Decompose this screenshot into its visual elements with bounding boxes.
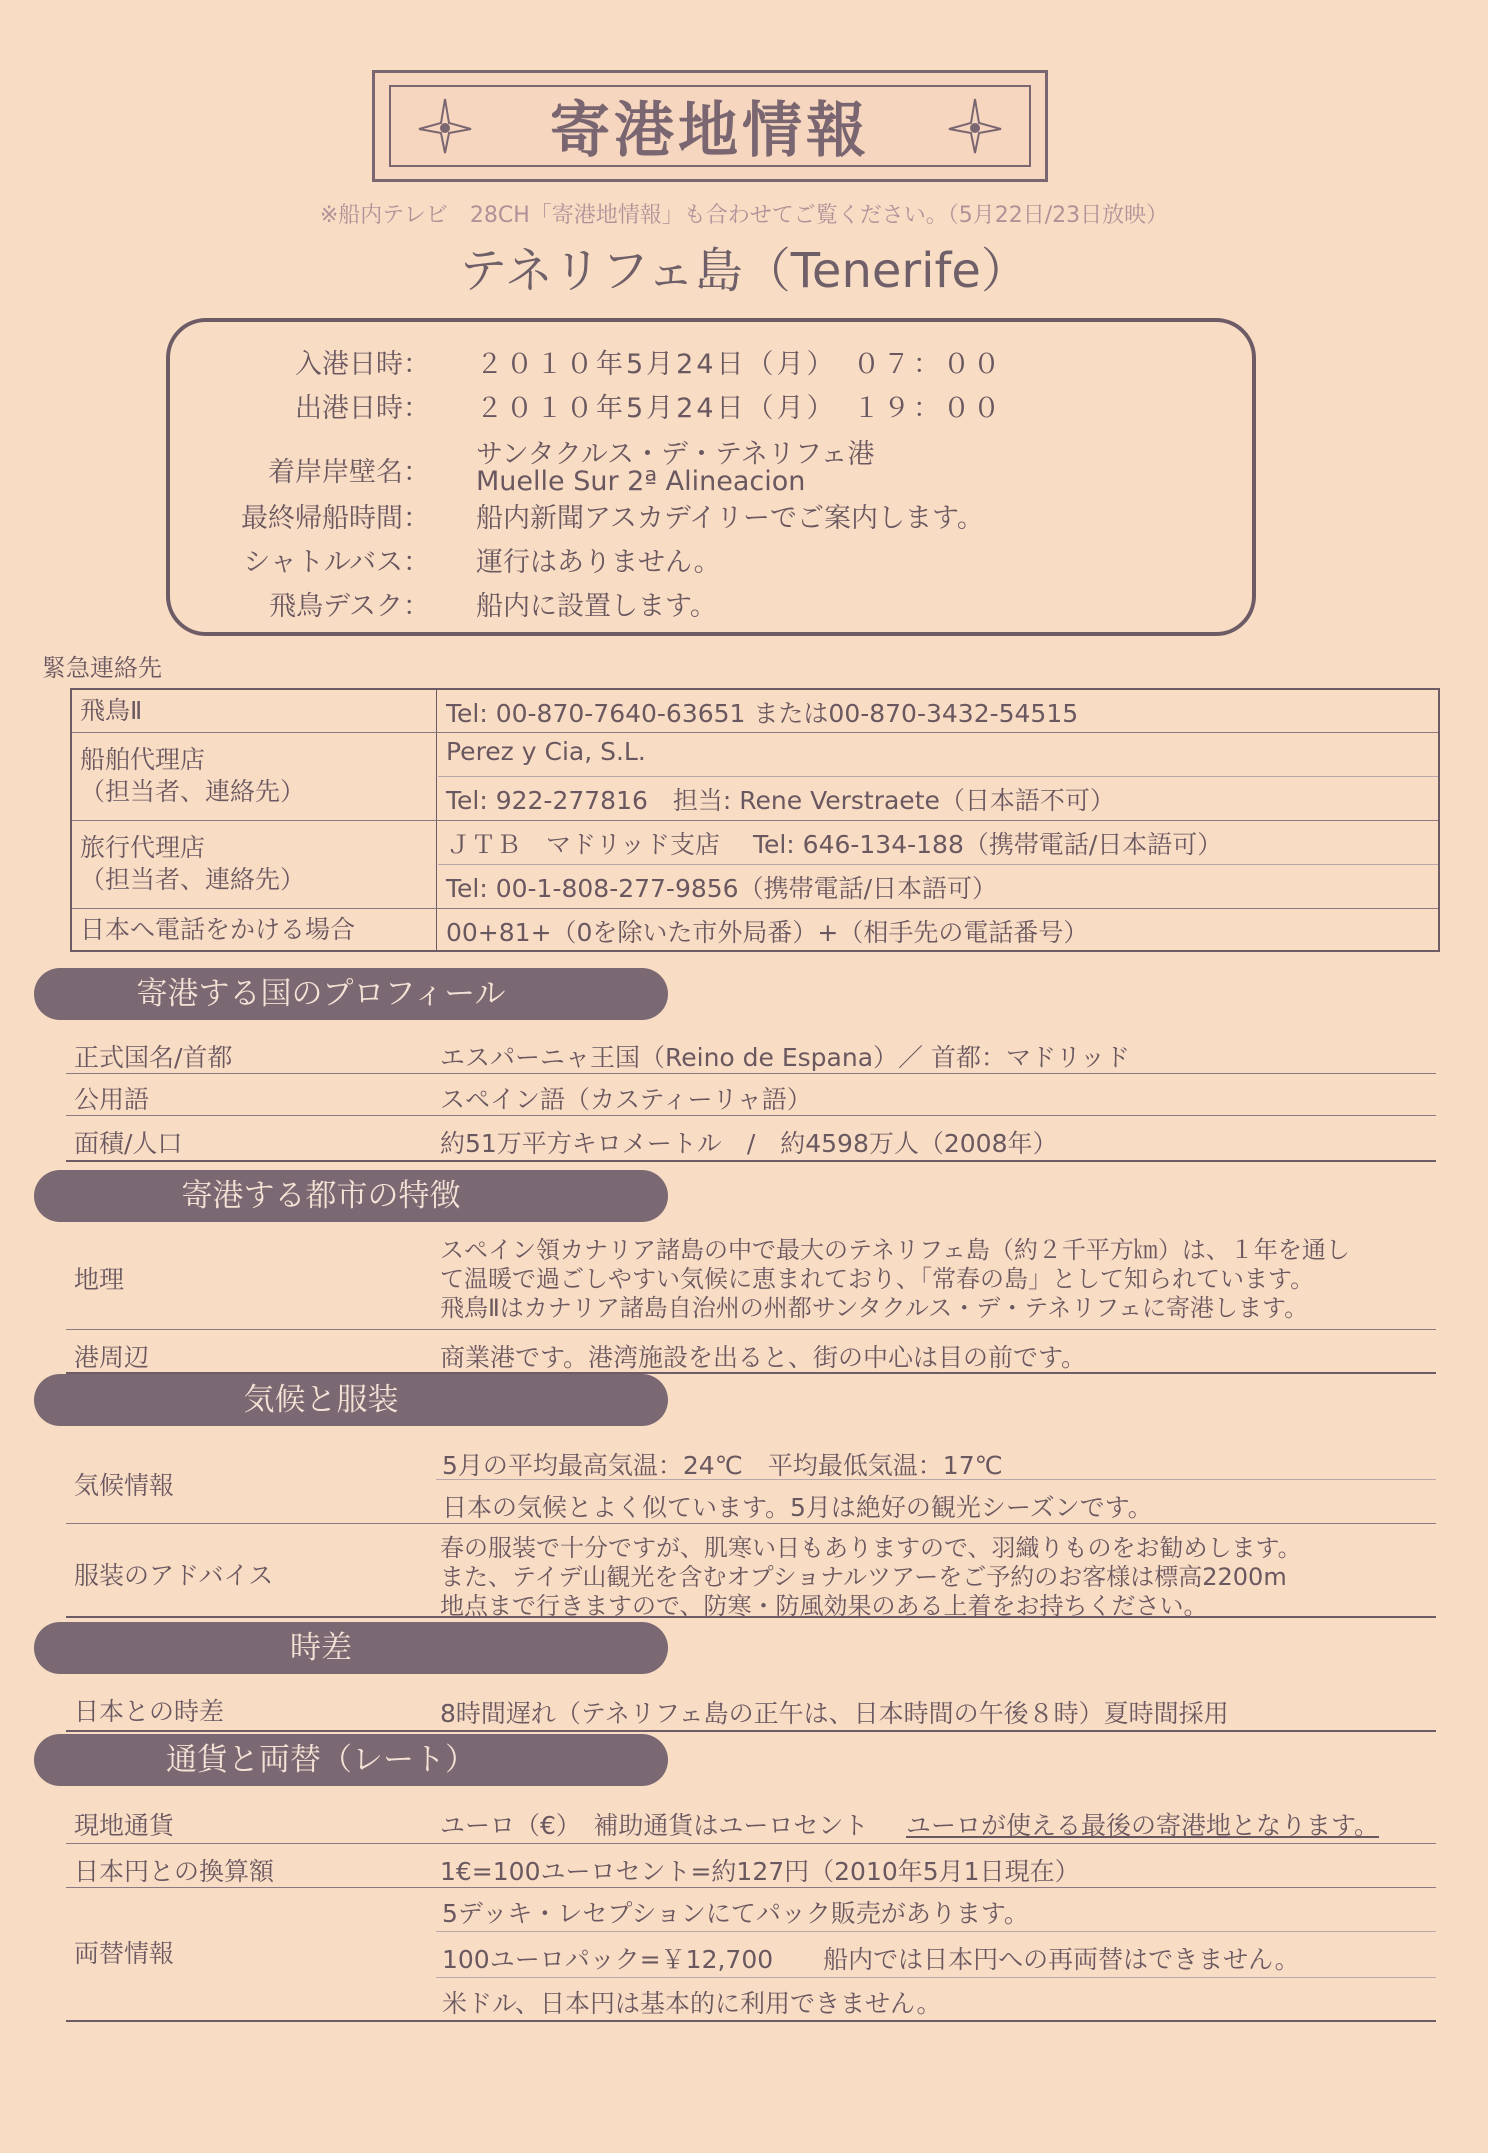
- table-row: [66, 1524, 1436, 1618]
- geo-line: て温暖で過ごしやすい気候に恵まれており、「常春の島」として知られています。: [440, 1265, 1315, 1293]
- port-name: テネリフェ島（Tenerife）: [459, 243, 1029, 299]
- page-title: 寄港地情報: [550, 96, 870, 166]
- table-row: [66, 1844, 1436, 1888]
- arrival-value: ２０１０年5月24日（月） ０７：００: [476, 349, 1004, 380]
- table-row: [66, 1798, 1436, 1844]
- table-row: [66, 1030, 1436, 1074]
- table-row: [72, 733, 1438, 821]
- timediff-banner: [34, 1622, 668, 1674]
- schedule-box: [166, 318, 1256, 636]
- emergency-heading: 緊急連絡先: [42, 654, 162, 682]
- contact-label: 船舶代理店: [80, 745, 206, 774]
- timediff-banner-text: 時差: [290, 1630, 352, 1666]
- local-currency-label: 現地通貨: [74, 1811, 175, 1840]
- exchange-line-cell: [436, 1978, 1436, 2022]
- timediff-label: 日本との時差: [74, 1697, 225, 1726]
- rate-value: 1€=100ユーロセント=約127円（2010年5月1日現在）: [440, 1857, 1080, 1886]
- table-row: [66, 1330, 1436, 1374]
- timediff-value: 8時間遅れ（テネリフェ島の正午は、日本時間の午後８時）夏時間採用: [440, 1699, 1229, 1728]
- contact-value-cell: [438, 865, 1438, 909]
- clothing-line: また、テイデ山観光を含むオプショナルツアーをご予約のお客様は標高2200m: [440, 1563, 1287, 1591]
- rate-label: 日本円との換算額: [74, 1857, 275, 1886]
- exchange-line: 5デッキ・レセプションにてパック販売があります。: [442, 1899, 1029, 1928]
- local-currency-note: ユーロが使える最後の寄港地となります。: [906, 1811, 1380, 1840]
- contact-value: Tel: 00-1-808-277-9856（携帯電話/日本語可）: [446, 874, 998, 903]
- contact-label-sub: （担当者、連絡先）: [80, 777, 306, 806]
- contact-value-cell: [438, 777, 1438, 821]
- title-plaque-inner: [389, 85, 1031, 167]
- row-label: 面積/人口: [74, 1129, 183, 1158]
- port-area-label: 港周辺: [74, 1343, 150, 1372]
- table-row: [72, 690, 1438, 733]
- shuttle-value: 運行はありません。: [476, 547, 721, 578]
- exchange-line: 100ユーロパック=￥12,700 船内では日本円への再両替はできません。: [442, 1945, 1300, 1974]
- arrival-label: 入港日時：: [295, 349, 430, 380]
- city-banner: [34, 1170, 668, 1222]
- row-value: エスパーニャ王国（Reino de Espana）／ 首都：マドリッド: [440, 1043, 1130, 1072]
- geo-label: 地理: [74, 1265, 125, 1294]
- contact-value: Perez y Cia, S.L.: [446, 737, 646, 766]
- contact-value-cell: [438, 909, 1438, 950]
- climate-line-cell: [436, 1436, 1436, 1480]
- contact-value: Tel: 00-870-7640-63651 または00-870-3432-54515: [446, 699, 1079, 728]
- contact-value: Tel: 922-277816 担当: Rene Verstraete（日本語不可）: [446, 786, 1115, 815]
- geo-line: スペイン領カナリア諸島の中で最大のテネリフェ島（約２千平方㎞）は、１年を通し: [440, 1236, 1350, 1264]
- contact-value-cell: [438, 821, 1438, 865]
- local-currency-value: ユーロ（€） 補助通貨はユーロセント: [440, 1811, 869, 1840]
- contact-label-sub: （担当者、連絡先）: [80, 865, 306, 894]
- climate-line: 5月の平均最高気温：24℃ 平均最低気温：17℃: [442, 1451, 1003, 1480]
- table-row: [66, 1074, 1436, 1116]
- title-plaque: [372, 70, 1048, 182]
- exchange-line-cell: [436, 1888, 1436, 1932]
- berth-label: 着岸岸壁名：: [268, 457, 430, 488]
- table-row: [66, 1116, 1436, 1162]
- table-row: [72, 821, 1438, 909]
- climate-line-cell: [436, 1480, 1436, 1524]
- clothing-line: 春の服装で十分ですが、肌寒い日もありますので、羽織りものをお勧めします。: [440, 1534, 1302, 1562]
- contact-value-cell: [438, 733, 1438, 777]
- climate-label: 気候情報: [74, 1471, 175, 1500]
- anchor-emblem-left-icon: [415, 95, 475, 155]
- profile-banner-text: 寄港する国のプロフィール: [136, 976, 506, 1012]
- port-area-value: 商業港です。港湾施設を出ると、街の中心は目の前です。: [440, 1343, 1087, 1372]
- tv-notice: ※船内テレビ 28CH「寄港地情報」も合わせてご覧ください。（5月22日/23日放映）: [319, 203, 1169, 228]
- berth-value-2: Muelle Sur 2ª Alineacion: [476, 466, 806, 497]
- city-banner-text: 寄港する都市の特徴: [181, 1178, 461, 1214]
- departure-label: 出港日時：: [295, 393, 430, 424]
- table-row: [66, 1888, 1436, 2022]
- row-label: 正式国名/首都: [74, 1043, 233, 1072]
- row-label: 公用語: [74, 1085, 150, 1114]
- climate-line: 日本の気候とよく似ています。5月は絶好の観光シーズンです。: [442, 1493, 1153, 1522]
- berth-value: サンタクルス・デ・テネリフェ港: [476, 439, 875, 470]
- geo-line: 飛鳥Ⅱはカナリア諸島自治州の州都サンタクルス・デ・テネリフェに寄港します。: [440, 1294, 1309, 1322]
- table-row: [66, 1684, 1436, 1732]
- contact-value: 00+81+（0を除いた市外局番）+（相手先の電話番号）: [446, 918, 1089, 947]
- table-row: [66, 1232, 1436, 1330]
- emergency-table: [70, 688, 1440, 952]
- contact-value: ＪＴＢ マドリッド支店 Tel: 646-134-188（携帯電話/日本語可）: [446, 830, 1223, 859]
- anchor-emblem-right-icon: [945, 95, 1005, 155]
- table-row: [66, 1436, 1436, 1524]
- clothing-line: 地点まで行きますので、防寒・防風効果のある上着をお持ちください。: [440, 1592, 1208, 1620]
- row-value: 約51万平方キロメートル / 約4598万人（2008年）: [440, 1129, 1058, 1158]
- climate-banner-text: 気候と服装: [243, 1382, 399, 1418]
- exchange-line: 米ドル、日本円は基本的に利用できません。: [442, 1989, 942, 2018]
- contact-label: 旅行代理店: [80, 833, 206, 862]
- exchange-label: 両替情報: [74, 1939, 175, 1968]
- desk-label: 飛鳥デスク：: [269, 591, 430, 622]
- last-boarding-value: 船内新聞アスカデイリーでご案内します。: [476, 503, 984, 534]
- contact-label: 飛鳥Ⅱ: [80, 696, 143, 725]
- table-row: [72, 909, 1438, 950]
- contact-label: 日本へ電話をかける場合: [80, 915, 356, 944]
- climate-banner: [34, 1374, 668, 1426]
- shuttle-label: シャトルバス：: [243, 547, 430, 578]
- desk-value: 船内に設置します。: [476, 591, 717, 622]
- currency-banner-text: 通貨と両替（レート）: [166, 1742, 476, 1778]
- exchange-line-cell: [436, 1932, 1436, 1978]
- departure-value: ２０１０年5月24日（月） １９：００: [476, 393, 1004, 424]
- last-boarding-label: 最終帰船時間：: [241, 503, 430, 534]
- clothing-label: 服装のアドバイス: [74, 1561, 274, 1590]
- currency-banner: [34, 1734, 668, 1786]
- row-value: スペイン語（カスティーリャ語）: [440, 1085, 812, 1114]
- profile-banner: [34, 968, 668, 1020]
- contact-value-cell: [438, 690, 1438, 733]
